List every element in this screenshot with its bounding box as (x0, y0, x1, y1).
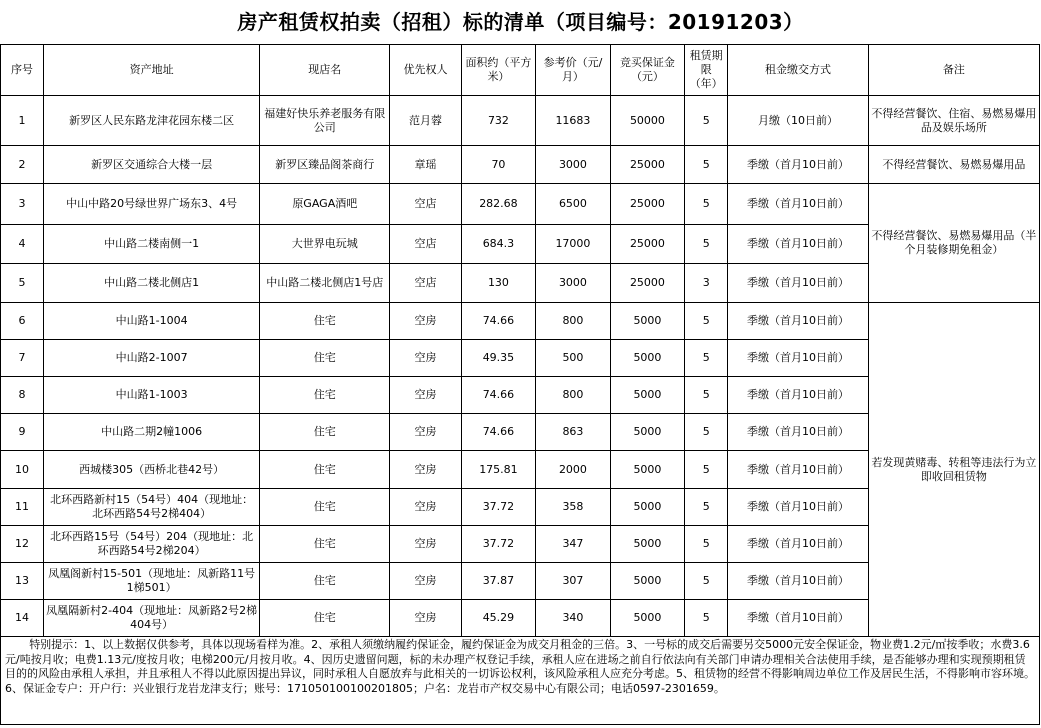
cell-price: 500 (536, 340, 611, 377)
cell-address: 北环西路15号（54号）204（现地址：北环西路54号2梯204） (44, 526, 260, 563)
cell-area: 37.72 (461, 489, 536, 526)
cell-payment: 季缴（首月10日前） (728, 184, 869, 225)
header-no: 序号 (1, 45, 44, 96)
cell-price: 2000 (536, 451, 611, 489)
cell-term: 5 (685, 225, 728, 264)
cell-shop: 住宅 (260, 526, 390, 563)
cell-deposit: 25000 (610, 264, 685, 303)
cell-address: 凤凰阁新村15-501（现地址：凤新路11号1梯501） (44, 563, 260, 600)
header-remark: 备注 (868, 45, 1039, 96)
cell-payment: 季缴（首月10日前） (728, 146, 869, 184)
cell-address: 凤凰隔新村2-404（现地址：凤新路2号2梯404号） (44, 600, 260, 637)
cell-area: 130 (461, 264, 536, 303)
cell-price: 340 (536, 600, 611, 637)
header-deposit: 竞买保证金（元） (610, 45, 685, 96)
cell-term: 5 (685, 184, 728, 225)
cell-price: 11683 (536, 96, 611, 146)
cell-address: 中山路1-1004 (44, 303, 260, 340)
document-title: 房产租赁权拍卖（招租）标的清单（项目编号：20191203） (237, 10, 804, 34)
cell-priority: 空房 (390, 303, 461, 340)
cell-payment: 季缴（首月10日前） (728, 225, 869, 264)
cell-term: 5 (685, 303, 728, 340)
cell-no: 3 (1, 184, 44, 225)
cell-area: 49.35 (461, 340, 536, 377)
cell-deposit: 5000 (610, 600, 685, 637)
cell-price: 800 (536, 377, 611, 414)
cell-price: 800 (536, 303, 611, 340)
cell-deposit: 5000 (610, 451, 685, 489)
cell-deposit: 5000 (610, 377, 685, 414)
cell-price: 358 (536, 489, 611, 526)
cell-area: 70 (461, 146, 536, 184)
cell-deposit: 25000 (610, 146, 685, 184)
cell-priority: 空房 (390, 451, 461, 489)
cell-no: 7 (1, 340, 44, 377)
header-price: 参考价（元/月） (536, 45, 611, 96)
cell-payment: 季缴（首月10日前） (728, 600, 869, 637)
cell-term: 5 (685, 96, 728, 146)
header-row (1, 45, 1040, 96)
cell-deposit: 50000 (610, 96, 685, 146)
cell-address: 新罗区人民东路龙津花园东楼二区 (44, 96, 260, 146)
cell-priority: 空房 (390, 489, 461, 526)
cell-remark: 不得经营餐饮、易燃易爆用品 (868, 146, 1039, 184)
cell-address: 中山路二期2幢1006 (44, 414, 260, 451)
cell-area: 45.29 (461, 600, 536, 637)
cell-priority: 空店 (390, 264, 461, 303)
table-row (1, 184, 1040, 225)
cell-no: 1 (1, 96, 44, 146)
header-payment: 租金缴交方式 (728, 45, 869, 96)
cell-priority: 空房 (390, 377, 461, 414)
cell-price: 347 (536, 526, 611, 563)
cell-payment: 季缴（首月10日前） (728, 489, 869, 526)
cell-priority: 空房 (390, 600, 461, 637)
cell-price: 6500 (536, 184, 611, 225)
cell-term: 5 (685, 563, 728, 600)
cell-shop: 福建好快乐养老服务有限公司 (260, 96, 390, 146)
header-address: 资产地址 (44, 45, 260, 96)
cell-no: 8 (1, 377, 44, 414)
cell-payment: 季缴（首月10日前） (728, 377, 869, 414)
cell-shop: 住宅 (260, 489, 390, 526)
cell-priority: 章瑶 (390, 146, 461, 184)
cell-remark: 不得经营餐饮、易燃易爆用品（半个月装修期免租金） (868, 184, 1039, 303)
cell-no: 14 (1, 600, 44, 637)
cell-shop: 住宅 (260, 377, 390, 414)
cell-deposit: 5000 (610, 563, 685, 600)
table-row (1, 96, 1040, 146)
cell-shop: 住宅 (260, 600, 390, 637)
cell-address: 中山路二楼南侧一1 (44, 225, 260, 264)
cell-deposit: 5000 (610, 526, 685, 563)
cell-shop: 中山路二楼北侧店1号店 (260, 264, 390, 303)
special-note-text: 特别提示：1、以上数据仅供参考，具体以现场看样为准。2、承租人须缴纳履约保证金，履约保证金为成交月租金的三倍。3、一号标的成交后需要另交5000元安全保证金，物业费1.2元/㎡按季收；水费3.6元/吨按月收；电费1.13元/度按月收；电梯200元/月按月收。4、因历史遗留问题，标的未办理产权登记手续，承租人应在进场之前自行依法向有关部门申请办理相关合法使用手续，是否能够办理和实现预期租赁目的的风险由承租人承担，并且承租人不得以此原因提出异议，同时承租人自愿放弃与此相关的一切诉讼权利，该风险承租人应充分考虑。5、租赁物的经营不得影响周边单位工作及居民生活，不得影响市容环境。6、保证金专户：开户行：兴业银行龙岩龙津支行；账号：171050100100201805；户名：龙岩市产权交易中心有限公司；电话0597-2301659。 (5, 638, 1035, 695)
header-area: 面积约（平方米） (461, 45, 536, 96)
cell-remark: 若发现黄赌毒、转租等违法行为立即收回租赁物 (868, 303, 1039, 637)
cell-no: 13 (1, 563, 44, 600)
cell-priority: 空房 (390, 340, 461, 377)
cell-no: 12 (1, 526, 44, 563)
cell-area: 74.66 (461, 303, 536, 340)
cell-no: 5 (1, 264, 44, 303)
note-row (1, 637, 1040, 725)
cell-price: 863 (536, 414, 611, 451)
cell-address: 中山路1-1003 (44, 377, 260, 414)
cell-term: 5 (685, 600, 728, 637)
header-shop: 现店名 (260, 45, 390, 96)
cell-shop: 住宅 (260, 563, 390, 600)
cell-address: 中山路二楼北侧店1 (44, 264, 260, 303)
cell-area: 74.66 (461, 414, 536, 451)
cell-deposit: 25000 (610, 184, 685, 225)
cell-area: 282.68 (461, 184, 536, 225)
cell-price: 307 (536, 563, 611, 600)
cell-shop: 大世界电玩城 (260, 225, 390, 264)
cell-address: 中山路2-1007 (44, 340, 260, 377)
cell-term: 5 (685, 489, 728, 526)
cell-shop: 住宅 (260, 451, 390, 489)
cell-term: 5 (685, 414, 728, 451)
cell-no: 6 (1, 303, 44, 340)
cell-payment: 季缴（首月10日前） (728, 414, 869, 451)
cell-priority: 空房 (390, 414, 461, 451)
cell-term: 5 (685, 451, 728, 489)
cell-no: 2 (1, 146, 44, 184)
table-row (1, 146, 1040, 184)
cell-shop: 原GAGA酒吧 (260, 184, 390, 225)
cell-shop: 住宅 (260, 303, 390, 340)
cell-no: 4 (1, 225, 44, 264)
cell-remark: 不得经营餐饮、住宿、易燃易爆用品及娱乐场所 (868, 96, 1039, 146)
special-note (1, 637, 1040, 725)
cell-address: 新罗区交通综合大楼一层 (44, 146, 260, 184)
cell-price: 3000 (536, 264, 611, 303)
cell-priority: 空房 (390, 563, 461, 600)
listing-table (0, 44, 1040, 725)
cell-priority: 空房 (390, 526, 461, 563)
cell-term: 5 (685, 526, 728, 563)
table-row (1, 303, 1040, 340)
cell-area: 684.3 (461, 225, 536, 264)
header-priority: 优先权人 (390, 45, 461, 96)
cell-priority: 空店 (390, 184, 461, 225)
cell-payment: 季缴（首月10日前） (728, 303, 869, 340)
cell-address: 中山中路20号绿世界广场东3、4号 (44, 184, 260, 225)
cell-shop: 新罗区臻品阁茶商行 (260, 146, 390, 184)
cell-area: 732 (461, 96, 536, 146)
cell-price: 3000 (536, 146, 611, 184)
cell-payment: 季缴（首月10日前） (728, 264, 869, 303)
cell-payment: 季缴（首月10日前） (728, 340, 869, 377)
cell-no: 11 (1, 489, 44, 526)
cell-term: 3 (685, 264, 728, 303)
cell-area: 37.72 (461, 526, 536, 563)
cell-payment: 月缴（10日前） (728, 96, 869, 146)
cell-shop: 住宅 (260, 340, 390, 377)
cell-term: 5 (685, 146, 728, 184)
cell-no: 9 (1, 414, 44, 451)
cell-term: 5 (685, 340, 728, 377)
cell-area: 37.87 (461, 563, 536, 600)
cell-price: 17000 (536, 225, 611, 264)
cell-shop: 住宅 (260, 414, 390, 451)
cell-deposit: 5000 (610, 489, 685, 526)
cell-address: 西城楼305（西桥北巷42号） (44, 451, 260, 489)
cell-deposit: 5000 (610, 303, 685, 340)
cell-payment: 季缴（首月10日前） (728, 563, 869, 600)
cell-no: 10 (1, 451, 44, 489)
cell-priority: 范月蓉 (390, 96, 461, 146)
cell-area: 74.66 (461, 377, 536, 414)
cell-deposit: 5000 (610, 414, 685, 451)
cell-payment: 季缴（首月10日前） (728, 526, 869, 563)
cell-payment: 季缴（首月10日前） (728, 451, 869, 489)
cell-address: 北环西路新村15（54号）404（现地址：北环西路54号2梯404） (44, 489, 260, 526)
cell-deposit: 5000 (610, 340, 685, 377)
header-term: 租赁期限（年） (685, 45, 728, 96)
cell-deposit: 25000 (610, 225, 685, 264)
cell-term: 5 (685, 377, 728, 414)
cell-priority: 空店 (390, 225, 461, 264)
cell-area: 175.81 (461, 451, 536, 489)
